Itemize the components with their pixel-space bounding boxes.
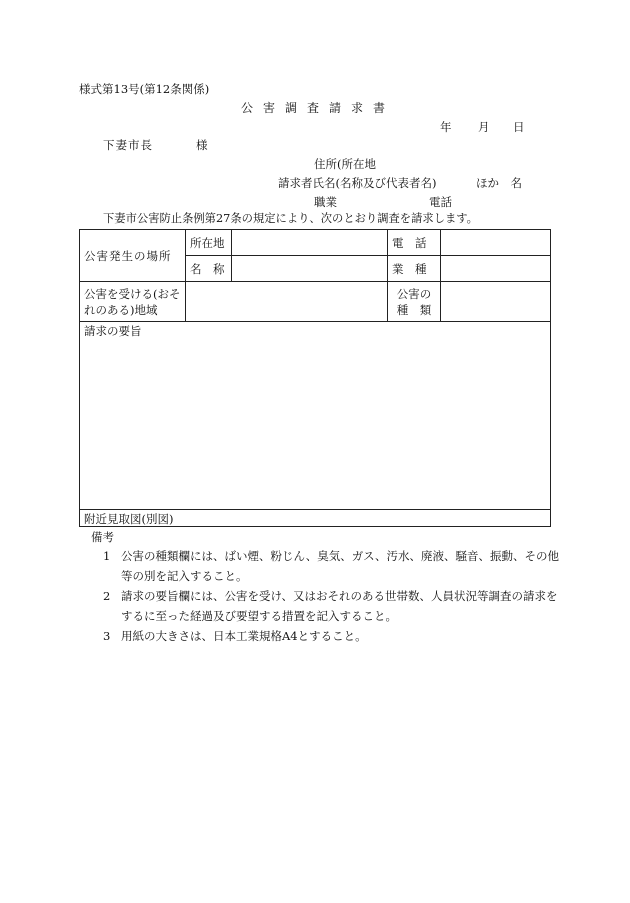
business-type-field[interactable]: [441, 256, 551, 282]
requester-others-label: ほか 名: [476, 176, 522, 190]
facility-name-label: 名 称: [186, 256, 232, 282]
date-month-label: 月: [478, 120, 490, 134]
note-text: 公害の種類欄には、ばい煙、粉じん、臭気、ガス、汚水、廃液、騒音、振動、その他等の別を記入すること。: [121, 549, 560, 583]
requester-phone-label: 電話: [429, 195, 452, 209]
request-summary-field[interactable]: [80, 322, 551, 510]
location-label: 公害発生の場所: [80, 230, 186, 282]
affected-area-field[interactable]: [186, 282, 388, 322]
nearby-map-row: [80, 510, 551, 527]
requester-occupation-label: 職業: [314, 195, 337, 209]
request-form-table: [79, 229, 551, 527]
note-text: 用紙の大きさは、日本工業規格A4とすること。: [121, 629, 367, 643]
requester-address-label: 住所(所在地: [314, 157, 376, 171]
address-field[interactable]: [232, 230, 388, 256]
addressee-honorific: 様: [196, 138, 208, 152]
preamble-text: 下妻市公害防止条例第27条の規定により、次のとおり調査を請求します。: [103, 212, 478, 225]
note-text: 請求の要旨欄には、公害を受け、又はおそれのある世帯数、人員状況等調査の請求をするに至った経過及び要望する措置を記入すること。: [121, 589, 558, 623]
notes-heading: 備考: [91, 530, 114, 544]
pollution-type-field[interactable]: [441, 282, 551, 322]
nearby-map-label: 附近見取図(別図): [84, 511, 174, 526]
notes-list: [103, 546, 566, 646]
note-item: [103, 626, 566, 646]
phone-label: 電 話: [388, 230, 441, 256]
phone-field[interactable]: [441, 230, 551, 256]
addressee-name: 下妻市長: [103, 138, 153, 152]
pollution-type-label-line2: 種 類: [396, 302, 432, 317]
business-type-label: 業 種: [388, 256, 441, 282]
note-item: [103, 586, 566, 626]
facility-name-field[interactable]: [232, 256, 388, 282]
note-number: 3: [103, 629, 111, 643]
form-number: 様式第13号(第12条関係): [79, 82, 210, 96]
pollution-type-label: [388, 282, 441, 322]
page-title: 公害調査請求書: [241, 101, 396, 115]
note-number: 2: [103, 589, 111, 603]
pollution-type-label-line1: 公害の: [396, 286, 432, 301]
date-day-label: 日: [513, 120, 525, 134]
date-year-label: 年: [440, 120, 452, 134]
affected-area-label: 公害を受ける(おそれのある)地域: [80, 282, 186, 322]
requester-name-label: 請求者氏名(名称及び代表者名): [278, 176, 437, 190]
note-item: [103, 546, 566, 586]
note-number: 1: [103, 549, 111, 563]
request-summary-label: 請求の要旨: [84, 324, 142, 338]
address-label: 所在地: [186, 230, 232, 256]
